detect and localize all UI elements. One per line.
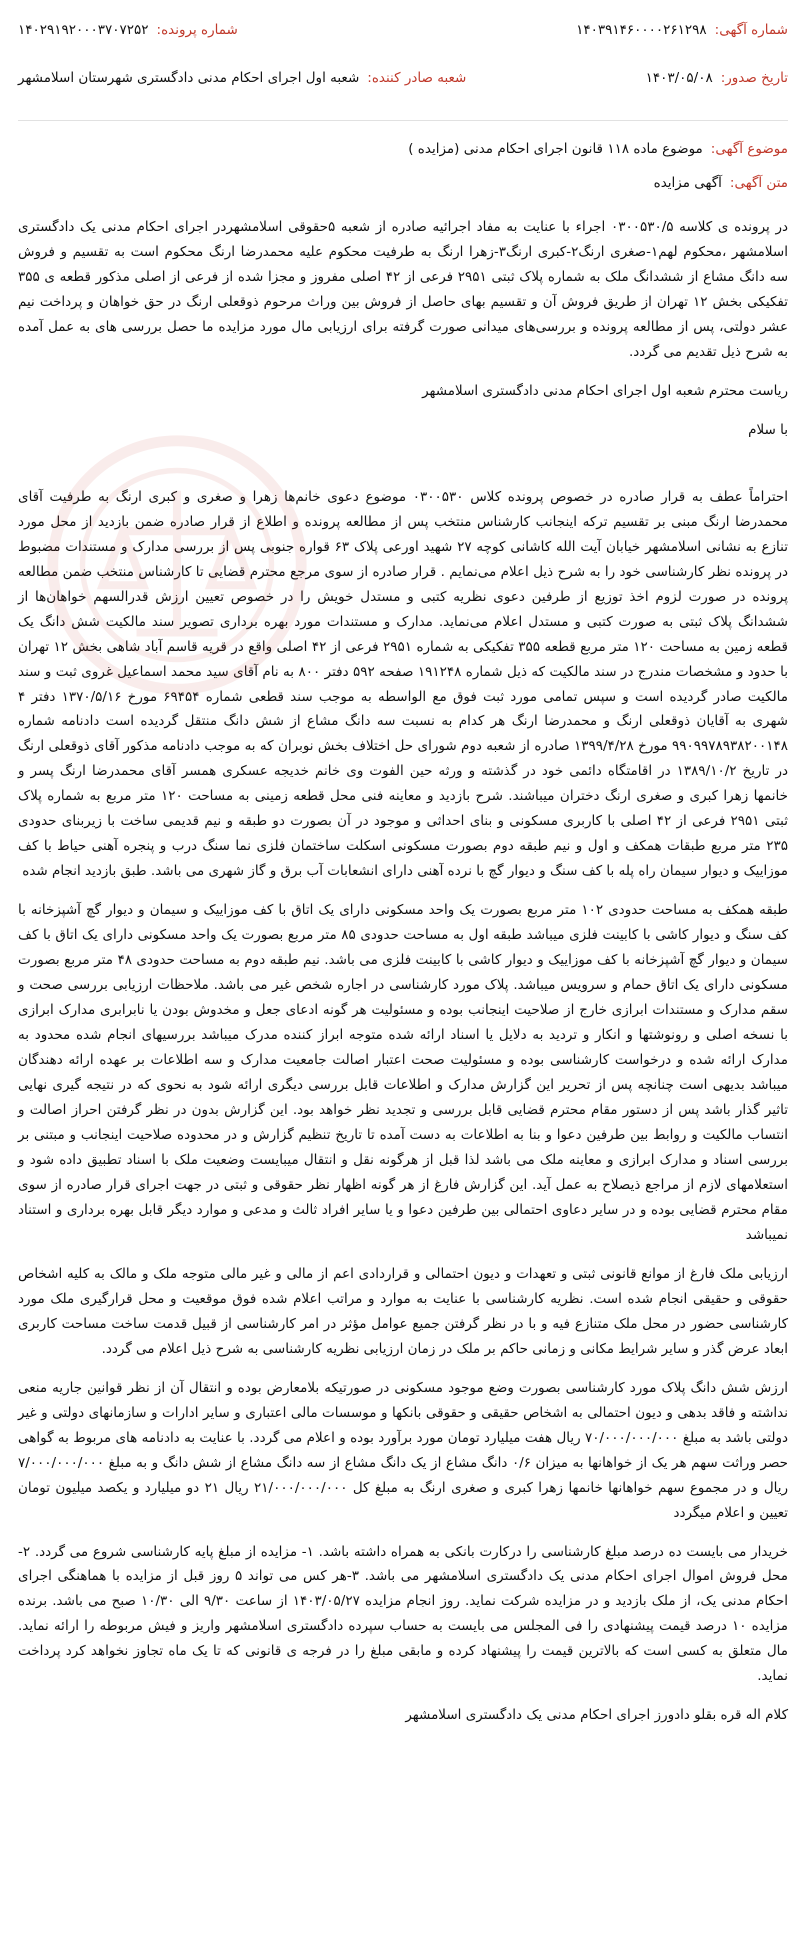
header-divider bbox=[18, 120, 788, 121]
issue-date-field bbox=[646, 70, 788, 86]
issue-date-value: ۱۴۰۳/۰۵/۰۸ bbox=[645, 70, 713, 86]
issuing-branch-value: شعبه اول اجرای احکام مدنی دادگستری شهرستان اسلامشهر bbox=[18, 70, 360, 86]
notice-number-value: ۱۴۰۳۹۱۴۶۰۰۰۰۲۶۱۲۹۸ bbox=[576, 22, 707, 38]
notice-number-label: شماره آگهی: bbox=[714, 22, 788, 38]
body-paragraph-intro: در پرونده ی کلاسه ۰۳۰۰۵۳۰/۵ اجراء با عنایت به مفاد اجرائیه صادره از شعبه ۵حقوقی اسلامشهردر اجرای احکام مدنی یک دادگستری اسلامشهر ،محکوم لهم۱-صغری ارنگ۲-کبری ارنگ۳-زهرا ارنگ به طرفیت محکوم علیه محمدرضا ارنگ محکوم است به تقسیم و فروش سه دانگ مشاع از ششدانگ ملک به شماره پلاک ثبتی ۲۹۵۱ فرعی از ۴۲ اصلی مفروز و مجزا شده از فرعی از اصلی مذکور قطعه ی ۳۵۵ تفکیکی بخش ۱۲ تهران از طریق فروش آن و تقسیم بهای حاصل از فروش بین وراث مرحوم ذوقعلی ارنگ در حق خواهان و پرداخت نیم عشر دولتی، پس از مطالعه پرونده و بررسی‌های میدانی صورت گرفته برای ارزیابی مال مورد مزایده ما حصل بررسی های به عمل آمده به شرح ذیل تقدیم می گردد. bbox=[18, 219, 789, 360]
body-paragraph-valuation: ارزش شش دانگ پلاک مورد کارشناسی بصورت وضع موجود مسکونی در صورتیکه بلامعارض بوده و انتقال آن از نظر قوانین جاریه منعی نداشته و فاقد بدهی و دیون احتمالی به اشخاص حقیقی و حقوقی بانکها و موسسات مالی اعتباری و سایر ادارات و سازمانهای دولتی و غیر دولتی باشد به مبلغ ۷۰/۰۰۰/۰۰۰/۰۰۰ ریال هفت میلیارد تومان مورد برآورد بوده و اعلام می گردد. با عنایت به دادنامه های مربوط به گواهی حصر وراثت سهم هر یک از خواهانها به میزان ۰/۶ دانگ مشاع از یک دانگ مشاع از سه دانگ مشاع از شش دانگ و به مبلغ ۷/۰۰۰/۰۰۰/۰۰۰ ریال و در مجموع سهم خواهانها خانمها زهرا کبری و صغری ارنگ به مبلغ کل ۲۱/۰۰۰/۰۰۰/۰۰۰ ریال ۲۱ دو میلیارد و یکصد میلیون تومان تعیین و اعلام میگردد bbox=[18, 1379, 789, 1521]
file-number-field bbox=[18, 22, 238, 38]
subject-value: موضوع ماده ۱۱۸ قانون اجرای احکام مدنی (مزایده ) bbox=[408, 141, 703, 157]
text-label: متن آگهی: bbox=[729, 175, 788, 191]
body-addressee: ریاست محترم شعبه اول اجرای احکام مدنی دادگستری اسلامشهر bbox=[422, 382, 788, 399]
subject-label: موضوع آگهی: bbox=[710, 141, 788, 157]
body-greeting: با سلام bbox=[748, 421, 788, 438]
body-signature: کلام اله قره بقلو دادورز اجرای احکام مدنی یک دادگستری اسلامشهر bbox=[405, 1707, 788, 1724]
header-row-date-branch bbox=[18, 70, 788, 104]
file-number-value: ۱۴۰۲۹۱۹۲۰۰۰۳۷۰۷۲۵۲ bbox=[18, 22, 149, 38]
issue-date-label: تاریخ صدور: bbox=[720, 70, 788, 86]
body-paragraph-conditions: خریدار می بایست ده درصد مبلغ کارشناسی را درکارت بانکی به همراه داشته باشد. ۱- مزایده از مبلغ پایه کارشناسی شروع می گردد. ۲-محل فروش اموال اجرای احکام مدنی یک دادگستری اسلامشهر می باشد. ۳-هر کس می تواند ۵ روز قبل از مزایده با هماهنگی اجرای احکام مدنی یک، از ملک بازدید و در مزایده شرکت نماید. روز انجام مزایده ۱۴۰۳/۰۵/۲۷ از ساعت ۹/۳۰ الی ۱۰/۳۰ صبح می باشد. برنده مزایده ۱۰ درصد قیمت پیشنهادی را فی المجلس می بایست به حساب سپرده دادگستری اسلامشهر واریز و فیش مربوطه را ارائه نماید. مال متعلق به کسی است که بالاترین قیمت را پیشنهاد کرده و مابقی مبلغ را در فرجه ی قانونی که تا یک ماه تجاوز نخواهد کرد پرداخت نماید. bbox=[18, 1543, 789, 1685]
file-number-label: شماره پرونده: bbox=[156, 22, 238, 38]
header-row-numbers bbox=[18, 22, 788, 56]
body-paragraph-floors: طبقه همکف به مساحت حدودی ۱۰۲ متر مربع بصورت یک واحد مسکونی دارای یک اتاق با کف موزاییک و سیمان و دیوار گچ آشپزخانه با کف سنگ و دیوار کاشی با کابینت فلزی میباشد طبقه اول به مساحت حدودی ۸۵ متر مربع بصورت یک واحد مسکونی دارای یک اتاق با کف سیمان و دیوار گچ آشپزخانه با کف موزاییک و دیوار کاشی با کابینت فلزی می باشد. نیم طبقه دوم به مساحت حدودی ۴۸ متر مربع بصورت مسکونی دارای یک اتاق حمام و سرویس میباشد. پلاک مورد کارشناسی در اجاره شخص غیر می باشد. ملاحظات ارزیابی بررسی صحت و سقم مدارک و مستندات ابرازی خارج از صلاحیت اینجانب بوده و مسئولیت هر گونه ادعای جعل و مخدوش بودن یا نابرابری مدارک ابرازی با نسخه اصلی و رونوشتها و انکار و تردید به دلایل یا اسناد ارائه شده متوجه ابراز کننده مدرک میباشد بررسیهای انجام شده محدود به مدارک ارائه شده و درخواست کارشناسی بوده و مسئولیت صحت اعتبار اصالت جامعیت مدارک و سه اطلاعات بر عهده ارائه دهندگان میباشد بدیهی است چنانچه پس از تحریر این گزارش مدارک و اطلاعات قابل بررسی دیگری ارائه شود به نحوی که در نتیجه گیری نهایی تاثیر گذار باشد پس از دستور مقام محترم قضایی قابل بررسی و تجدید نظر خواهد بود. این گزارش بدون در نظر گرفتن احراز اصالت و انتساب مالکیت و روابط بین طرفین دعوا و بنا به اطلاعات به دست آمده تا تاریخ تنظیم گزارش و در محدوده صلاحیت اینجانب و مبتنی بر بررسی اسناد و مدارک ابرازی و معاینه ملک می باشد لذا قبل از هرگونه نقل و انتقال میبایست وضعیت ملک با اسناد تطبیق داده شود و استعلامهای لازم از مراجع ذیصلاح به عمل آید. این گزارش فارغ از هر گونه اظهار نظر حقوقی و ثبتی در جهت اجرای قرار صادره از سوی مقام محترم قضایی بوده و در سایر دعاوی احتمالی بین طرفین دعوا و یا سایر افراد ثالث و مدعی و موارد دیگر قابل بهره برداری و استناد نمیباشد bbox=[18, 902, 788, 1243]
notice-text-heading bbox=[18, 175, 788, 191]
issuing-branch-field bbox=[18, 70, 466, 86]
notice-subject bbox=[18, 141, 788, 157]
issuing-branch-label: شعبه صادر کننده: bbox=[367, 70, 467, 86]
notice-number-field bbox=[576, 22, 788, 38]
body-paragraph-valuation-basis: ارزیابی ملک فارغ از موانع قانونی ثبتی و تعهدات و دیون احتمالی و قراردادی اعم از مالی و غیر مالی متوجه ملک و مالک به کلیه اشخاص حقوقی و حقیقی انجام شده است. نظریه کارشناسی با عنایت به موارد و مراتب اعلام شده فوق موقعیت و محل قرارگیری ملک مورد کارشناسی حضور در محل ملک متنازع فیه و با در نظر گرفتن جمیع عوامل مؤثر در امر کارشناسی از قبیل قدمت ساخت مساحت کاربری ابعاد عرض گذر و سایر شرایط مکانی و زمانی حاکم بر ملک در زمان ارزیابی نظریه کارشناسی به شرح ذیل اعلام می گردد. bbox=[18, 1265, 788, 1357]
justice-emblem-watermark-icon bbox=[42, 430, 312, 700]
text-title: آگهی مزایده bbox=[653, 175, 722, 191]
body-paragraph-report: احتراماً عطف به قرار صادره در خصوص پرونده کلاس ۰۳۰۰۵۳۰ موضوع دعوی خانم‌ها زهرا و صغری و کبری ارنگ به طرفیت آقای محمدرضا ارنگ مبنی بر تقسیم ترکه اینجانب کارشناس منتخب پس از مطالعه پرونده و اطلاع از قرار صادره ضمن بازدید از محل مورد تنازع به نشانی اسلامشهر خیابان آیت الله کاشانی کوچه ۲۷ شهید اورعی پلاک ۶۳ قواره جنوبی پس از بررسی مدارک و مستندات مضبوط در پرونده نظر کارشناسی خود را به شرح ذیل اعلام می‌نمایم . قرار صادره از سوی مرجع محترم قضایی تا کارشناس منتخب ضمن مطالعه پرونده در صورت لزوم اخذ توزیع از طرفین دعوی نظریه کتبی و مستدل خویش را در خصوص تعیین ارزش قدرالسهم خواهان‌ها از ششدانگ پلاک ثبتی به صورت کتبی و مستدل اعلام می‌نماید. مدارک و مستندات مورد بهره برداری تصویر سند مالکیت شش دانگ یک قطعه زمین به مساحت ۱۲۰ متر مربع قطعه ۳۵۵ تفکیکی به شماره ۲۹۵۱ فرعی از ۴۲ اصلی واقع در قریه قاسم آباد شاهی بخش ۱۲ تهران با حدود و مشخصات مندرج در سند مالکیت که ذیل شماره ۱۹۱۲۴۸ صفحه ۵۹۲ دفتر ۸۰۰ به نام آقای سید محمد اسماعیل غروی ثبت و سند مالکیت صادر گردیده است و سپس تمامی مورد ثبت فوق مع الواسطه به موجب سند قطعی شماره ۶۹۴۵۴ مورخ ۱۳۷۰/۵/۱۶ دفتر ۴ شهری به آقایان ذوقعلی ارنگ و محمدرضا ارنگ هر کدام به نسبت سه دانگ مشاع از شش دانگ منتقل گردیده است دادنامه شماره ۹۹۰۹۹۷۸۹۳۸۲۰۰۱۴۸ مورخ ۱۳۹۹/۴/۲۸ صادره از شعبه دوم شورای حل اختلاف بخش نوبران که به موجب دادنامه مذکور آقای ذوقعلی ارنگ در تاریخ ۱۳۸۹/۱۰/۲ در اقامتگاه دائمی خود در گذشته و ورثه حین الفوت وی خانم خدیجه عسکری همسر آقای محمدرضا ارنگ پسر و خانمها زهرا کبری و صغری ارنگ دختران میباشند. شرح بازدید و معاینه فنی محل قطعه زمینی به مساحت ۱۲۰ متر مربع به شماره پلاک ثبتی ۲۹۵۱ فرعی از ۴۲ اصلی با کاربری مسکونی و بنای احداثی و موجود در آن بصورت دو طبقه و نیم قدیمی ساخت با زیربنای حدودی ۲۳۵ متر مربع طبقات همکف و اول و نیم طبقه دوم بصورت مسکونی اسکلت ساختمان فلزی نما سنگ درب و پنجره آهنی حیاط با کف موزاییک و دیوار سیمان راه پله با کف سنگ و دیوار گچ با نرده آهنی دارای انشعابات آب برق و گاز شهری می باشد. طبق بازدید انجام شده bbox=[18, 488, 789, 880]
